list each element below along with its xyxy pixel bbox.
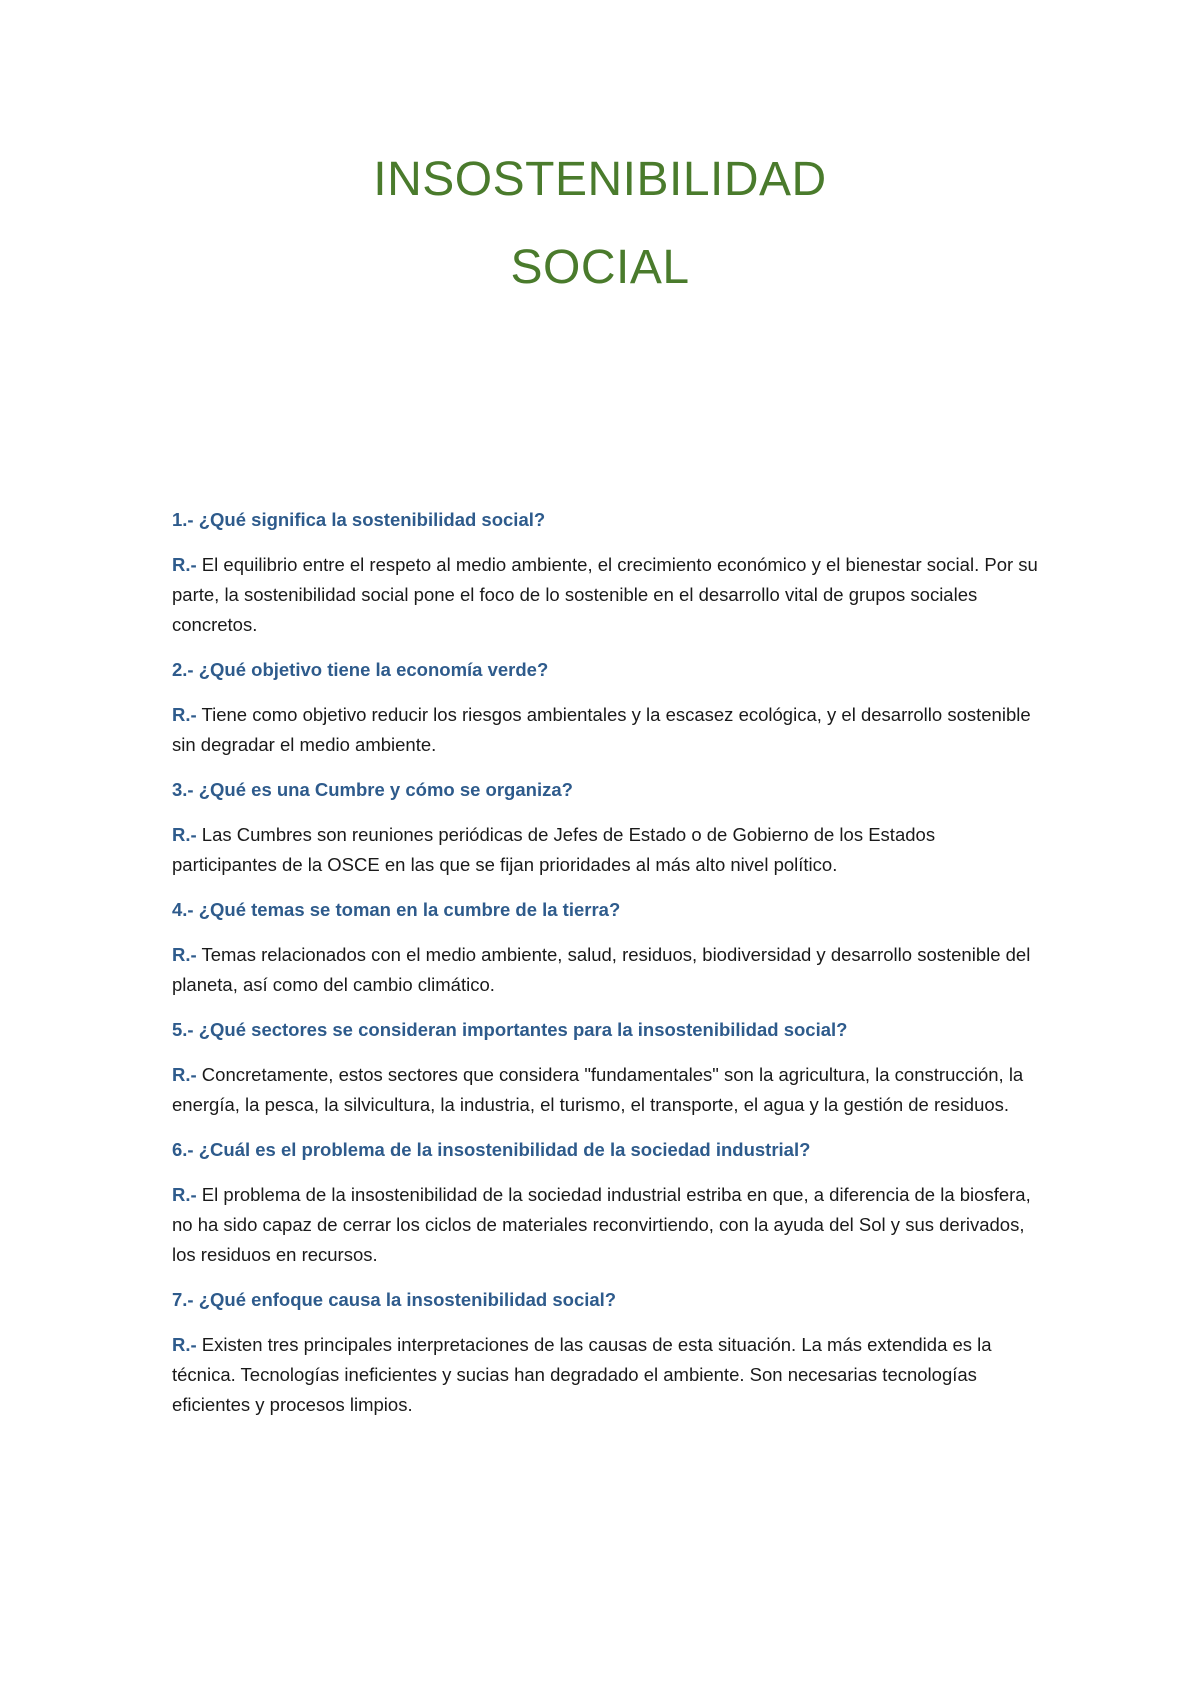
qa-item-1	[172, 505, 1042, 640]
qa-item-4	[172, 895, 1042, 1000]
answer-4	[172, 940, 1042, 1000]
answer-text: El problema de la insostenibilidad de la sociedad industrial estriba en que, a diferencia de la biosfera, no ha sido capaz de cerrar los ciclos de materiales reconvirtiendo, con la ayuda del Sol y sus derivados, los residuos en recursos.	[172, 1184, 1031, 1265]
answer-text: Tiene como objetivo reducir los riesgos ambientales y la escasez ecológica, y el desarrollo sostenible sin degradar el medio ambiente.	[172, 704, 1031, 755]
answer-text: El equilibrio entre el respeto al medio ambiente, el crecimiento económico y el bienestar social. Por su parte, la sostenibilidad social pone el foco de lo sostenible en el desarrollo vital de grupos sociales concretos.	[172, 554, 1038, 635]
answer-2	[172, 700, 1042, 760]
document-title-line-1: INSOSTENIBILIDAD	[373, 153, 827, 206]
qa-section	[172, 505, 1042, 1435]
answer-prefix: R.-	[172, 704, 197, 725]
answer-text: Las Cumbres son reuniones periódicas de Jefes de Estado o de Gobierno de los Estados participantes de la OSCE en las que se fijan prioridades al más alto nivel político.	[172, 824, 936, 875]
qa-item-7	[172, 1285, 1042, 1420]
answer-3	[172, 820, 1042, 880]
question-6: 6.- ¿Cuál es el problema de la insostenibilidad de la sociedad industrial?	[172, 1139, 811, 1160]
answer-1	[172, 550, 1042, 640]
question-2: 2.- ¿Qué objetivo tiene la economía verde?	[172, 659, 549, 680]
question-3: 3.- ¿Qué es una Cumbre y cómo se organiza?	[172, 779, 573, 800]
qa-item-2	[172, 655, 1042, 760]
answer-prefix: R.-	[172, 554, 197, 575]
answer-text: Temas relacionados con el medio ambiente, salud, residuos, biodiversidad y desarrollo sostenible del planeta, así como del cambio climático.	[172, 944, 1031, 995]
answer-prefix: R.-	[172, 824, 197, 845]
question-7: 7.- ¿Qué enfoque causa la insostenibilidad social?	[172, 1289, 617, 1310]
answer-text: Concretamente, estos sectores que considera "fundamentales" son la agricultura, la construcción, la energía, la pesca, la silvicultura, la industria, el turismo, el transporte, el agua y la gestión de residuos.	[172, 1064, 1024, 1115]
question-1: 1.- ¿Qué significa la sostenibilidad social?	[172, 509, 546, 530]
answer-7	[172, 1330, 1042, 1420]
answer-6	[172, 1180, 1042, 1270]
answer-prefix: R.-	[172, 1064, 197, 1085]
document-title-line-2: SOCIAL	[510, 241, 690, 294]
question-4: 4.- ¿Qué temas se toman en la cumbre de la tierra?	[172, 899, 621, 920]
answer-prefix: R.-	[172, 944, 197, 965]
answer-prefix: R.-	[172, 1184, 197, 1205]
qa-item-5	[172, 1015, 1042, 1120]
qa-item-3	[172, 775, 1042, 880]
qa-item-6	[172, 1135, 1042, 1270]
answer-prefix: R.-	[172, 1334, 197, 1355]
answer-5	[172, 1060, 1042, 1120]
answer-text: Existen tres principales interpretaciones de las causas de esta situación. La más extendida es la técnica. Tecnologías ineficientes y sucias han degradado el ambiente. Son necesarias tecnologías eficientes y procesos limpios.	[172, 1334, 992, 1415]
question-5: 5.- ¿Qué sectores se consideran importantes para la insostenibilidad social?	[172, 1019, 848, 1040]
